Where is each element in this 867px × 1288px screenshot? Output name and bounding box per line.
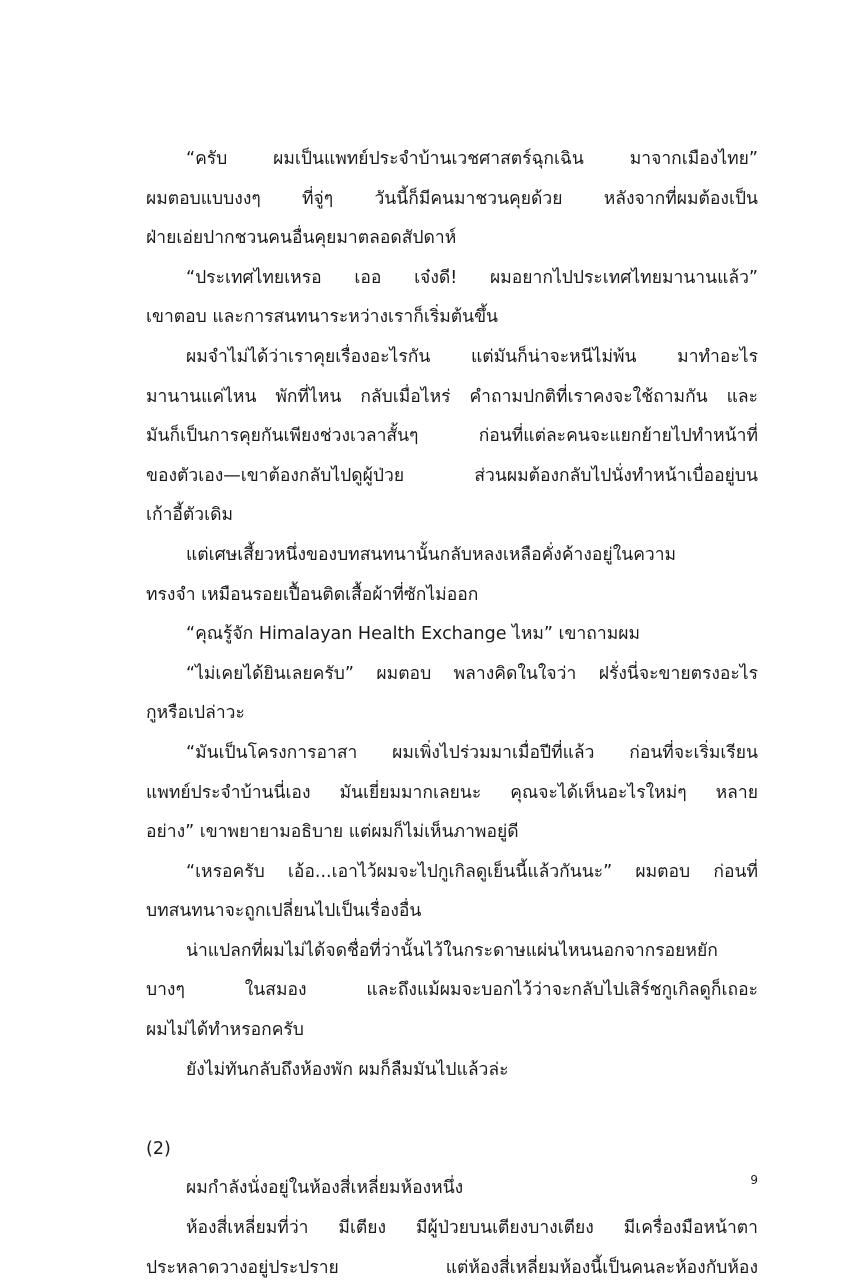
body-paragraph xyxy=(146,615,758,655)
section-paragraph xyxy=(146,1209,758,1288)
section-paragraph xyxy=(146,1169,758,1209)
text-line: “คุณรู้จัก Himalayan Health Exchange ไหม” เขาถามผม xyxy=(186,624,641,645)
text-line: เขาตอบ และการสนทนาระหว่างเราก็เริ่มต้นขึ้น xyxy=(146,307,499,328)
body-paragraph xyxy=(146,1051,758,1091)
body-paragraph xyxy=(146,140,758,259)
body-paragraph xyxy=(146,734,758,853)
text-line: มันก็เป็นการคุยกันเพียงช่วงเวลาสั้นๆ ก่อนที่แต่ละคนจะแยกย้ายไปทำหน้าที่ xyxy=(146,426,758,447)
body-paragraph xyxy=(146,655,758,734)
section-marker: (2) xyxy=(146,1138,171,1159)
text-line: ฝ่ายเอ่ยปากชวนคนอื่นคุยมาตลอดสัปดาห์ xyxy=(146,228,457,249)
page-number: 9 xyxy=(750,1173,758,1187)
text-line: แต่เศษเสี้ยวหนึ่งของบทสนทนานั้นกลับหลงเหลือคั่งค้างอยู่ในความ xyxy=(186,544,677,565)
text-line: “มันเป็นโครงการอาสา ผมเพิ่งไปร่วมมาเมื่อปีที่แล้ว ก่อนที่จะเริ่มเรียน xyxy=(186,742,758,763)
body-paragraph xyxy=(146,853,758,932)
body-paragraph xyxy=(146,259,758,338)
text-line: ทรงจำ เหมือนรอยเปื้อนติดเสื้อผ้าที่ซักไม่ออก xyxy=(146,584,479,605)
text-line: “ประเทศไทยเหรอ เออ เจ๋งดี! ผมอยากไปประเทศไทยมานานแล้ว” xyxy=(186,267,758,288)
body-paragraph xyxy=(146,338,758,536)
text-line: ผมจำไม่ได้ว่าเราคุยเรื่องอะไรกัน แต่มันก็น่าจะหนีไม่พ้น มาทำอะไร xyxy=(186,346,758,367)
text-line: “ไม่เคยได้ยินเลยครับ” ผมตอบ พลางคิดในใจว่า ฝรั่งนี่จะขายตรงอะไร xyxy=(186,663,758,684)
text-line: เก้าอี้ตัวเดิม xyxy=(146,505,233,526)
body-paragraph xyxy=(146,536,758,615)
text-line: มานานแค่ไหน พักที่ไหน กลับเมื่อไหร่ คำถามปกติที่เราคงจะใช้ถามกัน และ xyxy=(146,386,758,407)
page-body xyxy=(146,140,758,1288)
text-line: บทสนทนาจะถูกเปลี่ยนไปเป็นเรื่องอื่น xyxy=(146,901,422,922)
text-line: ห้องสี่เหลี่ยมที่ว่า มีเตียง มีผู้ป่วยบนเตียงบางเตียง มีเครื่องมือหน้าตา xyxy=(186,1218,758,1239)
body-paragraph xyxy=(146,932,758,1051)
text-line: น่าแปลกที่ผมไม่ได้จดชื่อที่ว่านั้นไว้ในกระดาษแผ่นไหนนอกจากรอยหยัก xyxy=(186,940,718,961)
text-line: กูหรือเปล่าวะ xyxy=(146,703,245,724)
text-line: ยังไม่ทันกลับถึงห้องพัก ผมก็ลืมมันไปแล้วล่ะ xyxy=(186,1059,509,1080)
text-line: ของตัวเอง—เขาต้องกลับไปดูผู้ป่วย ส่วนผมต้องกลับไปนั่งทำหน้าเบื่ออยู่บน xyxy=(146,465,758,486)
text-line: อย่าง” เขาพยายามอธิบาย แต่ผมก็ไม่เห็นภาพอยู่ดี xyxy=(146,822,519,843)
text-line: แพทย์ประจำบ้านนี่เอง มันเยี่ยมมากเลยนะ คุณจะได้เห็นอะไรใหม่ๆ หลาย xyxy=(146,782,758,803)
text-line: ประหลาดวางอยู่ประปราย แต่ห้องสี่เหลี่ยมห้องนี้เป็นคนละห้องกับห้อง xyxy=(146,1257,758,1278)
text-line: บางๆ ในสมอง และถึงแม้ผมจะบอกไว้ว่าจะกลับไปเสิร์ชกูเกิลดูก็เถอะ xyxy=(146,980,758,1001)
text-line: ผมไม่ได้ทำหรอกครับ xyxy=(146,1020,304,1041)
text-line: ผมตอบแบบงงๆ ที่จู่ๆ วันนี้ก็มีคนมาชวนคุยด้วย หลังจากที่ผมต้องเป็น xyxy=(146,188,758,209)
text-line: ผมกำลังนั่งอยู่ในห้องสี่เหลี่ยมห้องหนึ่ง xyxy=(186,1178,464,1199)
text-line: “ครับ ผมเป็นแพทย์ประจำบ้านเวชศาสตร์ฉุกเฉิน มาจากเมืองไทย” xyxy=(186,149,758,169)
section-spacer xyxy=(146,1090,758,1130)
text-line: “เหรอครับ เอ้อ...เอาไว้ผมจะไปกูเกิลดูเย็นนี้แล้วกันนะ” ผมตอบ ก่อนที่ xyxy=(186,861,758,882)
